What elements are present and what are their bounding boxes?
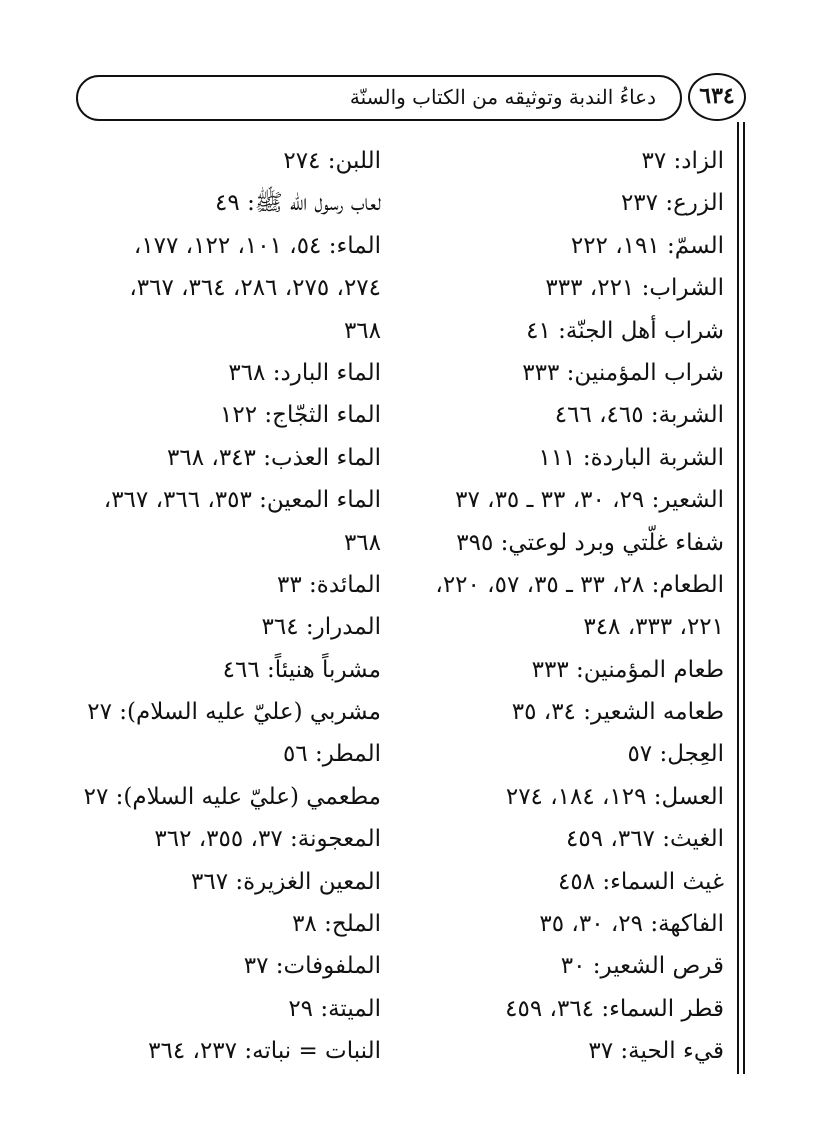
index-entry: الشربة: ٤٦٥، ٤٦٦: [554, 402, 724, 429]
index-entry: الطعام: ٢٨، ٣٣ ـ ٣٥، ٥٧، ٢٢٠،: [435, 571, 724, 598]
index-entry: الفاكهة: ٢٩، ٣٠، ٣٥: [539, 911, 724, 938]
margin-rule: [743, 122, 745, 1074]
index-entry: قطر السماء: ٣٦٤، ٤٥٩: [505, 995, 724, 1022]
index-entry: الماء البارد: ٣٦٨: [228, 359, 381, 386]
index-entry: الماء العذب: ٣٤٣، ٣٦٨: [167, 444, 381, 471]
index-entry: الزرع: ٢٣٧: [620, 190, 724, 217]
index-entry: قرص الشعير: ٣٠: [560, 953, 724, 980]
index-entry: مشربي (عليّ عليه السلام): ٢٧: [87, 699, 381, 726]
index-entry: المعجونة: ٣٧، ٣٥٥، ٣٦٢: [154, 826, 381, 853]
index-entry: الزاد: ٣٧: [641, 148, 724, 174]
index-entry: الميتة: ٢٩: [288, 995, 381, 1022]
index-entry-continuation: ٣٦٨: [343, 317, 381, 344]
index-entry-continuation: ٢٢١، ٣٣٣، ٣٤٨: [583, 614, 724, 641]
index-entry: الماء المعين: ٣٥٣، ٣٦٦، ٣٦٧،: [103, 487, 381, 514]
index-entry: شراب المؤمنين: ٣٣٣: [522, 359, 724, 386]
index-entry: المطر: ٥٦: [282, 741, 381, 768]
index-entry: لعاب رسول الله ﷺ: ٤٩: [215, 190, 381, 217]
index-entry: الملفوفات: ٣٧: [243, 953, 381, 980]
index-entry-continuation: ٣٦٨: [343, 529, 381, 556]
index-entry: الشراب: ٢٢١، ٣٣٣: [545, 275, 724, 302]
index-entry: اللبن: ٢٧٤: [283, 148, 381, 174]
index-entry: شراب أهل الجنّة: ٤١: [526, 317, 724, 344]
index-column-left: [71, 140, 381, 1073]
index-entry: الغيث: ٣٦٧، ٤٥٩: [566, 826, 724, 853]
index-entry: الملح: ٣٨: [292, 911, 381, 938]
index-entry: الماء الثجّاج: ١٢٢: [220, 402, 381, 429]
index-entry: قيء الحية: ٣٧: [588, 1038, 724, 1065]
index-entry-continuation: ٢٧٤، ٢٧٥، ٢٨٦، ٣٦٤، ٣٦٧،: [129, 275, 381, 302]
index-entry: المدرار: ٣٦٤: [261, 614, 381, 641]
index-entry: النبات = نباته: ٢٣٧، ٣٦٤: [148, 1038, 381, 1065]
index-entry: غيث السماء: ٤٥٨: [557, 868, 724, 895]
index-entry: طعامه الشعير: ٣٤، ٣٥: [511, 699, 724, 726]
header-title: دعاءُ الندبة وتوثيقه من الكتاب والسنّة: [349, 85, 656, 109]
index-entry: الشربة الباردة: ١١١: [538, 444, 724, 471]
index-entry: طعام المؤمنين: ٣٣٣: [531, 656, 724, 683]
page-number: ٦٣٤: [688, 73, 746, 121]
index-entry: المعين الغزيرة: ٣٦٧: [191, 868, 381, 895]
index-entry: مشرباً هنيئاً: ٤٦٦: [222, 656, 381, 683]
index-entry: الماء: ٥٤، ١٠١، ١٢٢، ١٧٧،: [133, 232, 381, 259]
index-entry: السمّ: ١٩١، ٢٢٢: [570, 232, 724, 259]
running-header: [76, 75, 682, 121]
margin-rule: [737, 122, 739, 1074]
index-entry: المائدة: ٣٣: [276, 571, 381, 598]
index-entry: العِجل: ٥٧: [627, 741, 724, 768]
index-entry: الشعير: ٢٩، ٣٠، ٣٣ ـ ٣٥، ٣٧: [455, 487, 724, 514]
index-entry: العسل: ١٢٩، ١٨٤، ٢٧٤: [505, 783, 724, 810]
index-entry: مطعمي (عليّ عليه السلام): ٢٧: [83, 783, 381, 810]
index-column-right: [394, 140, 724, 1073]
index-entry: شفاء غلّتي وبرد لوعتي: ٣٩٥: [456, 529, 724, 556]
